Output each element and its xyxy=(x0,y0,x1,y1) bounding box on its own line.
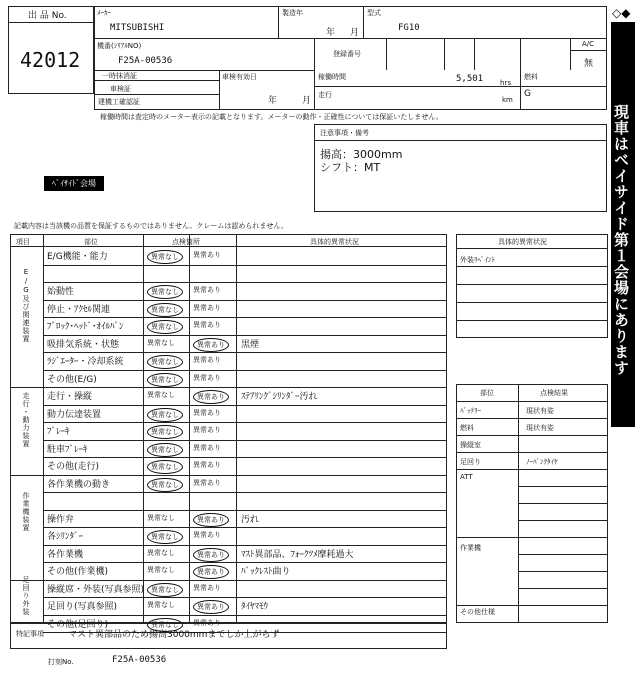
right-battery: ﾊﾞｯﾃﾘｰ xyxy=(460,407,481,415)
table-row xyxy=(43,562,447,580)
header-check: 点検箇所 xyxy=(172,238,200,246)
normal-label: 異常なし xyxy=(147,285,183,299)
header-detail: 具体的異常状況 xyxy=(310,238,359,246)
table-row xyxy=(43,405,447,423)
group-travel: 走行・動力装置 xyxy=(22,392,30,448)
table-row xyxy=(43,527,447,545)
row-part: 走行・操縦 xyxy=(47,392,93,402)
table-row xyxy=(43,510,447,528)
table-row xyxy=(43,597,447,615)
serial-value: F25A-00536 xyxy=(118,56,173,66)
row-part: その他(作業機) xyxy=(47,567,109,577)
row-detail: ﾊﾞｯｸﾚｽﾄ曲り xyxy=(241,567,291,577)
right-work: 作業機 xyxy=(460,544,481,552)
right-cab: 操縦室 xyxy=(460,441,481,449)
right-fuel-result: 現状有姿 xyxy=(526,424,554,432)
abnormal-label: 異常あり xyxy=(193,321,221,329)
abnormal-label: 異常あり xyxy=(193,356,221,364)
row-part: 停止・ｱｸｾﾙ関連 xyxy=(47,305,111,315)
notes-line2: シフト：MT xyxy=(320,161,381,174)
row-part: その他(走行) xyxy=(47,462,100,472)
normal-label: 異常なし xyxy=(147,250,183,264)
table-row xyxy=(43,282,447,300)
normal-label: 異常なし xyxy=(147,601,175,609)
ac-value: 無 xyxy=(584,59,594,69)
inspection-cert-label: 車検証 xyxy=(110,85,131,93)
fuel-value: G xyxy=(524,89,531,99)
stamp-label: 打刻No. xyxy=(48,658,74,666)
abnormal-label: 異常あり xyxy=(193,304,221,312)
abnormal-label: 異常あり xyxy=(193,444,221,452)
normal-label: 異常なし xyxy=(147,391,175,399)
right-fuel: 燃料 xyxy=(460,424,474,432)
venue-tag: ﾍﾞｲｻｲﾄﾞ会場 xyxy=(44,176,104,191)
table-row xyxy=(43,352,447,370)
abnormal-label: 異常あり xyxy=(193,548,229,562)
right-feet-result: ﾉｰﾊﾟﾝｸﾀｲﾔ xyxy=(526,458,558,466)
header-part: 部位 xyxy=(84,238,98,246)
row-detail: ｽﾃｱﾘﾝｸﾞｼﾘﾝﾀﾞｰ汚れ xyxy=(241,392,318,402)
row-part: 各作業機 xyxy=(47,550,84,560)
table-row xyxy=(43,247,447,265)
lot-label: 出 品 No. xyxy=(28,11,67,21)
hours-notice: 稼働時間は査定時のメーター表示の記載となります。メーターの動作・正確性については保証いたしません。 xyxy=(100,113,443,121)
maker-value: MITSUBISHI xyxy=(110,23,165,33)
normal-label: 異常なし xyxy=(147,303,183,317)
row-part: ﾌﾞﾛｯｸ･ﾍｯﾄﾞ･ｵｲﾙﾊﾟﾝ xyxy=(47,322,124,332)
row-part: ﾌﾞﾚｰｷ xyxy=(47,427,70,437)
hours-unit: hrs xyxy=(500,79,511,87)
right-top-header: 具体的異常状況 xyxy=(498,238,547,246)
notes-line1: 揚高：3000mm xyxy=(320,148,403,161)
table-row xyxy=(43,440,447,458)
expiry-year-unit: 年 xyxy=(268,96,278,106)
year-unit: 年 xyxy=(326,28,336,38)
hours-label: 稼働時間 xyxy=(318,73,346,81)
abnormal-label: 異常あり xyxy=(193,513,229,527)
table-row xyxy=(43,387,447,405)
row-part: E/G機能・能力 xyxy=(47,252,108,262)
table-row xyxy=(43,545,447,563)
right-other: その他仕様 xyxy=(460,608,495,616)
row-part: 吸排気系統・状態 xyxy=(47,340,120,350)
right-feet: 足回り xyxy=(460,458,481,466)
row-part: ﾗｼﾞｴｰﾀｰ・冷却系統 xyxy=(47,357,124,367)
normal-label: 異常なし xyxy=(147,583,183,597)
row-part: 始動性 xyxy=(47,287,75,297)
right-top-box xyxy=(456,234,608,338)
sidebar-text: 現車はベイサイド第１会場にあります xyxy=(612,103,630,376)
special-text: マスト異部品のため揚高3000mmまでしか上がらず xyxy=(68,630,280,640)
row-detail: ﾏｽﾄ異部品、ﾌｫｰｸﾂﾒ摩耗過大 xyxy=(241,550,354,560)
table-row xyxy=(43,370,447,388)
row-part: 足回り(写真参照) xyxy=(47,602,118,612)
abnormal-label: 異常あり xyxy=(193,461,221,469)
group-feet: 足回り外装 xyxy=(22,576,30,616)
month-unit: 月 xyxy=(350,28,360,38)
km-unit: km xyxy=(502,96,513,104)
travel-label: 走行 xyxy=(318,91,332,99)
normal-label: 異常なし xyxy=(147,478,183,492)
right-check-result-header: 点検結果 xyxy=(540,389,568,397)
normal-label: 異常なし xyxy=(147,339,175,347)
normal-label: 異常なし xyxy=(147,425,183,439)
location-sidebar xyxy=(611,22,635,427)
abnormal-label: 異常あり xyxy=(193,584,221,592)
abnormal-label: 異常あり xyxy=(193,479,221,487)
hours-value: 5,501 xyxy=(456,74,484,84)
abnormal-label: 異常あり xyxy=(193,338,229,352)
normal-label: 異常なし xyxy=(147,530,183,544)
stamp-value: F25A-00536 xyxy=(112,655,167,665)
inspection-expiry-label: 車検有効日 xyxy=(222,73,257,81)
lot-number: 42012 xyxy=(20,48,81,72)
row-part: 各作業機の動き xyxy=(47,480,111,490)
serial-label: 機番(ｼﾘｱﾙNO) xyxy=(97,42,142,50)
abnormal-label: 異常あり xyxy=(193,374,221,382)
row-detail: 汚れ xyxy=(241,515,260,525)
normal-label: 異常なし xyxy=(147,514,175,522)
right-check-part-header: 部位 xyxy=(480,389,494,397)
maker-label: ﾒｰｶｰ xyxy=(97,9,111,17)
table-row xyxy=(43,300,447,318)
abnormal-label: 異常あり xyxy=(193,619,221,627)
temp-permit-label: 一時抹消証 xyxy=(102,72,137,80)
normal-label: 異常なし xyxy=(147,373,183,387)
table-row xyxy=(43,265,447,283)
right-att: ATT xyxy=(460,473,473,481)
table-row xyxy=(43,457,447,475)
group-work: 作業機装置 xyxy=(22,492,30,532)
abnormal-label: 異常あり xyxy=(193,565,229,579)
abnormal-label: 異常あり xyxy=(193,600,229,614)
table-row xyxy=(43,422,447,440)
table-row xyxy=(43,492,447,510)
diamond-icon-bottom: ◆◇ xyxy=(612,382,631,396)
row-part: 操縦席・外装(写真参照) xyxy=(47,585,145,595)
normal-label: 異常なし xyxy=(147,566,175,574)
normal-label: 異常なし xyxy=(147,549,175,557)
table-row xyxy=(43,475,447,493)
notes-label: 注意事項・備考 xyxy=(320,129,369,137)
row-part: 動力伝達装置 xyxy=(47,410,102,420)
group-engine: E/G及び関連装置 xyxy=(22,268,30,343)
row-part: 駐車ﾌﾞﾚｰｷ xyxy=(47,445,88,455)
abnormal-label: 異常あり xyxy=(193,531,221,539)
table-row xyxy=(43,317,447,335)
normal-label: 異常なし xyxy=(147,618,183,632)
row-part: 操作弁 xyxy=(47,515,75,525)
row-part: その他(足回り) xyxy=(47,620,109,630)
special-label: 特記事項 xyxy=(16,630,44,638)
model-label: 型式 xyxy=(367,9,381,17)
abnormal-label: 異常あり xyxy=(193,426,221,434)
row-part: 各ｼﾘﾝﾀﾞｰ xyxy=(47,532,84,542)
row-part: その他(E/G) xyxy=(47,375,97,385)
disclaimer: 記載内容は当該機の品質を保証するものではありません。クレームは認められません。 xyxy=(14,222,288,230)
row-detail: 黒煙 xyxy=(241,340,260,350)
reg-label: 登録番号 xyxy=(333,50,361,58)
normal-label: 異常なし xyxy=(147,408,183,422)
fuel-label: 燃料 xyxy=(524,73,538,81)
year-label: 製造年 xyxy=(282,9,303,17)
right-top-first: 外装ﾘﾍﾟｲﾝﾄ xyxy=(460,256,495,264)
model-value: FG10 xyxy=(398,23,420,33)
normal-label: 異常なし xyxy=(147,355,183,369)
row-detail: ﾀｲﾔﾏﾓｳ xyxy=(241,602,269,612)
expiry-month-unit: 月 xyxy=(302,96,312,106)
abnormal-label: 異常あり xyxy=(193,251,221,259)
abnormal-label: 異常あり xyxy=(193,409,221,417)
diamond-icon-top: ◇◆ xyxy=(612,6,631,20)
normal-label: 異常なし xyxy=(147,443,183,457)
normal-label: 異常なし xyxy=(147,460,183,474)
abnormal-label: 異常あり xyxy=(193,286,221,294)
right-battery-result: 現状有姿 xyxy=(526,407,554,415)
abnormal-label: 異常あり xyxy=(193,390,229,404)
table-row xyxy=(43,335,447,353)
special-cert-label: 建機工確認証 xyxy=(98,98,140,106)
ac-label: A/C xyxy=(582,40,595,48)
header-item: 項目 xyxy=(16,238,30,246)
table-row xyxy=(43,580,447,598)
normal-label: 異常なし xyxy=(147,320,183,334)
